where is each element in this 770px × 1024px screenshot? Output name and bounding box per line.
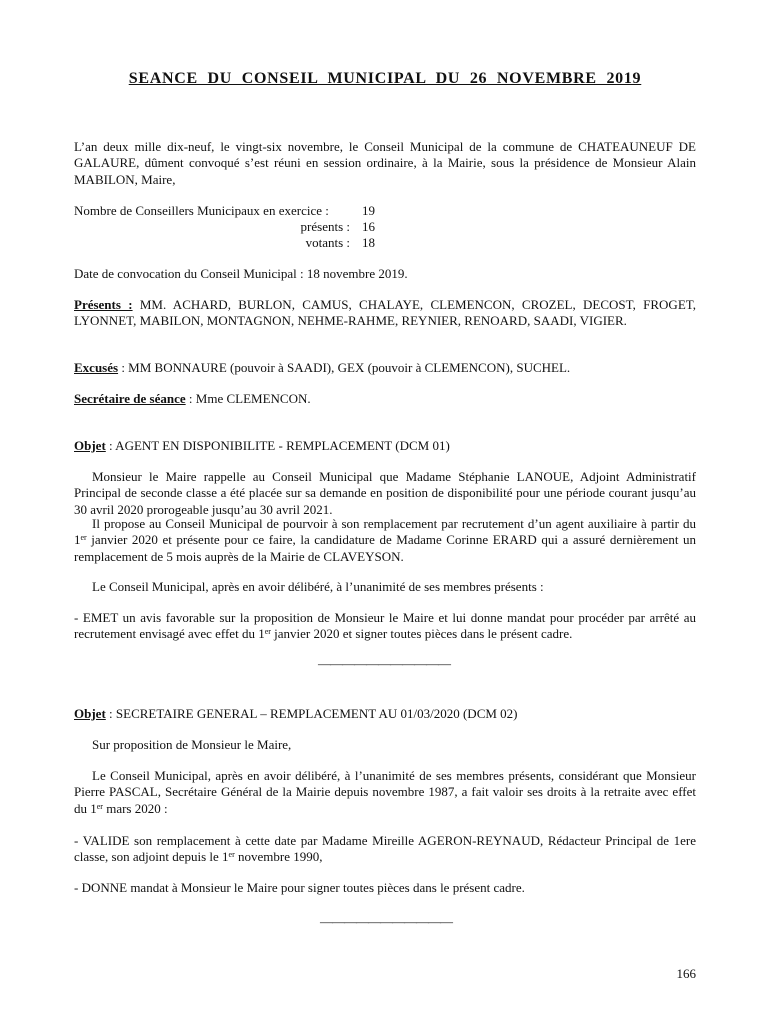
dcm01-paragraph-3: Le Conseil Municipal, après en avoir délibéré, à l’unanimité de ses membres présents : (92, 579, 544, 594)
dcm02-p2-text-a: Le Conseil Municipal, après en avoir délibéré, à l’unanimité de ses membres présents, considérant que Monsieur Pierre PASCAL, Secrétaire Général de la Mairie depuis novembre 1987, a fait valoir ses droits à la retraite avec effet du 1 (74, 768, 696, 816)
dcm02-p3-text-a: - VALIDE son remplacement à cette date par Madame Mireille AGERON-REYNAUD, Rédacteur Principal de 1ere classe, son adjoint depuis le 1 (74, 833, 696, 865)
dcm02-p2-sup: er (96, 801, 103, 811)
dcm02-p3-sup: er (228, 850, 235, 860)
dcm01-p2-text-b: janvier 2020 et présente pour ce faire, la candidature de Madame Corinne ERARD qui a assuré dernièrement un remplacement de 5 mois auprès de la Mairie de CLAVEYSON. (74, 532, 696, 564)
dcm01-paragraph-1: Monsieur le Maire rappelle au Conseil Municipal que Madame Stéphanie LANOUE, Adjoint Administratif Principal de seconde classe a été placée sur sa demande en position de disponibilité pour une période courant jusqu’au 30 avril 2020 prorogeable jusqu’au 30 avril 2021. (74, 469, 696, 517)
dcm02-paragraph-4: - DONNE mandat à Monsieur le Maire pour signer toutes pièces dans le présent cadre. (74, 880, 525, 895)
convocation-date: Date de convocation du Conseil Municipal : 18 novembre 2019. (74, 266, 408, 281)
section-separator-2: ——————————— (320, 914, 452, 929)
page-number: 166 (676, 966, 696, 981)
dcm02-p3-text-b: novembre 1990, (234, 849, 323, 865)
count-exercice-value: 19 (362, 203, 375, 218)
presents-paragraph (74, 297, 696, 330)
count-votants-label: votants : (305, 235, 350, 250)
section-separator: ——————————— (318, 656, 450, 671)
dcm02-objet-text: : SECRETAIRE GENERAL – REMPLACEMENT AU 01/03/2020 (DCM 02) (105, 706, 518, 721)
count-exercice-label: Nombre de Conseillers Municipaux en exercice : (74, 203, 329, 218)
dcm02-objet-label: Objet (74, 706, 106, 721)
count-presents-value: 16 (362, 219, 375, 234)
dcm01-p4-text-a: - EMET un avis favorable sur la proposition de Monsieur le Maire et lui donne mandat pour procéder par arrêté au recrutement envisagé avec effet du 1 (74, 610, 696, 642)
dcm02-paragraph-3 (74, 833, 696, 866)
dcm02-p2-text-b: mars 2020 : (102, 800, 168, 816)
dcm01-p2-sup: er (80, 533, 87, 543)
page-title: SEANCE DU CONSEIL MUNICIPAL DU 26 NOVEMBRE 2019 (128, 70, 642, 87)
dcm01-objet-label: Objet (74, 438, 106, 453)
dcm01-objet-text: : AGENT EN DISPONIBILITE - REMPLACEMENT (DCM 01) (105, 438, 450, 453)
presents-label: Présents : (74, 297, 133, 312)
secretaire-text: : Mme CLEMENCON. (185, 391, 311, 406)
secretaire-label: Secrétaire de séance (74, 391, 186, 406)
count-votants-value: 18 (362, 235, 375, 250)
dcm01-paragraph-4 (74, 610, 696, 643)
dcm02-objet (74, 706, 696, 722)
dcm01-p2-text-a: Il propose au Conseil Municipal de pourvoir à son remplacement par recrutement d’un agent auxiliaire à partir du 1 (74, 516, 696, 548)
excuses-paragraph (74, 360, 696, 376)
presents-text: MM. ACHARD, BURLON, CAMUS, CHALAYE, CLEMENCON, CROZEL, DECOST, FROGET, LYONNET, MABILON, MONTAGNON, NEHME-RAHME, REYNIER, RENOARD, SAADI, VIGIER. (74, 297, 696, 329)
intro-paragraph: L’an deux mille dix-neuf, le vingt-six novembre, le Conseil Municipal de la commune de CHATEAUNEUF DE GALAURE, dûment convoqué s’est réuni en session ordinaire, à la Mairie, sous la présidence de Monsieur Alain MABILON, Maire, (74, 139, 696, 187)
dcm01-paragraph-2 (74, 516, 696, 565)
dcm02-paragraph-1: Sur proposition de Monsieur le Maire, (92, 737, 292, 752)
excuses-label: Excusés (74, 360, 119, 375)
count-presents-label: présents : (300, 219, 350, 234)
dcm01-p4-sup: er (264, 627, 271, 637)
dcm01-p4-text-b: janvier 2020 et signer toutes pièces dans le présent cadre. (270, 626, 573, 642)
secretaire-paragraph (74, 391, 696, 407)
dcm02-paragraph-2 (74, 768, 696, 817)
excuses-text: : MM BONNAURE (pouvoir à SAADI), GEX (pouvoir à CLEMENCON), SUCHEL. (118, 360, 571, 375)
dcm01-objet (74, 438, 696, 454)
